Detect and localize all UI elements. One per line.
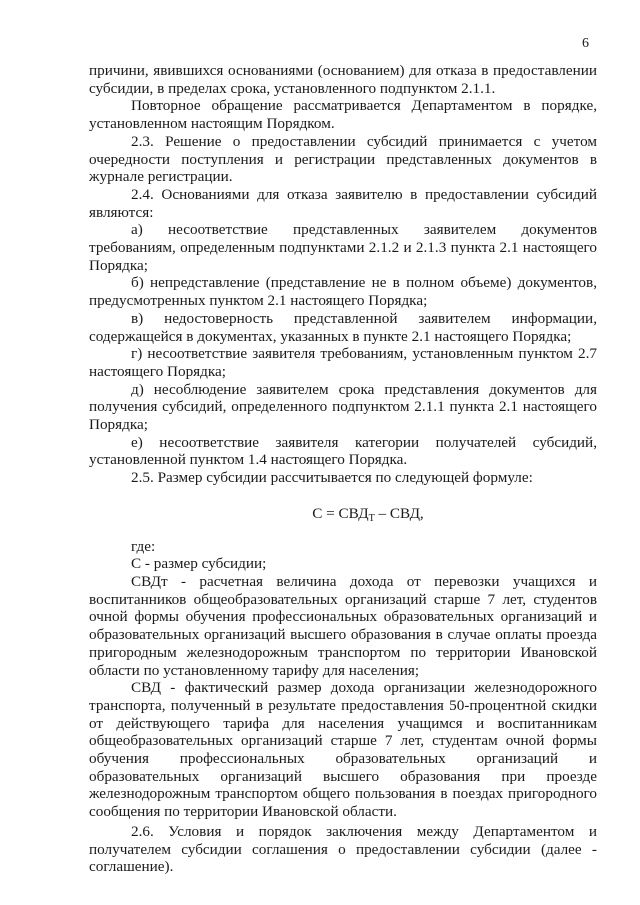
list-item: б) непредставление (представление не в полном объеме) документов, предусмотренных пунктом 2.1 настоящего Порядка; — [89, 274, 597, 310]
formula-rhs: – СВД, — [374, 504, 424, 522]
formula-lhs: С = СВД — [312, 504, 369, 522]
paragraph: причини, явившихся основаниями (основанием) для отказа в предоставлении субсидии, в пределах срока, установленного подпунктом 2.1.1. — [89, 62, 597, 97]
list-item: в) недостоверность представленной заявителем информации, содержащейся в документах, указанных в пункте 2.1 настоящего Порядка; — [89, 309, 597, 345]
formula-subscript: Т — [368, 512, 375, 524]
list-item: г) несоответствие заявителя требованиям, установленным пунктом 2.7 настоящего Порядка; — [89, 345, 597, 380]
paragraph: 2.3. Решение о предоставлении субсидий принимается с учетом очередности поступления и регистрации представленных документов в журнале регистрации. — [89, 132, 597, 186]
document-body — [89, 62, 597, 876]
paragraph: Повторное обращение рассматривается Департаментом в порядке, установленном настоящим Порядком. — [89, 97, 597, 133]
where-label: где: — [131, 537, 156, 555]
list-item: д) несоблюдение заявителем срока представления документов для получения субсидий, определенного подпунктом 2.1.1 пункта 2.1 настоящего Порядка; — [89, 380, 597, 434]
paragraph: 2.5. Размер субсидии рассчитывается по следующей формуле: — [131, 469, 533, 487]
paragraph: 2.4. Основаниями для отказа заявителю в предоставлении субсидий являются: — [89, 185, 597, 221]
formula — [89, 505, 597, 528]
list-item: е) несоответствие заявителя категории получателей субсидий, установленной пунктом 1.4 настоящего Порядка. — [89, 433, 597, 469]
definition: СВД - фактический размер дохода организации железнодорожного транспорта, полученный в результате предоставления 50-процентной скидки от действующего тарифа для населения учащимся и воспитанникам общеобразовательных организаций старше 7 лет, студентам очной формы обучения профессиональных образовательных организаций и образовательных организаций высшего образования при проезде железнодорожным транспортом общего пользования в поездах пригородного сообщения по территории Ивановской области. — [89, 679, 597, 821]
paragraph: 2.6. Условия и порядок заключения между Департаментом и получателем субсидии соглашения о предоставлении субсидии (далее - соглашение). — [89, 822, 597, 876]
list-item: а) несоответствие представленных заявителем документов требованиям, определенным подпунктами 2.1.2 и 2.1.3 пункта 2.1 настоящего Порядка; — [89, 221, 597, 274]
definition: СВДт - расчетная величина дохода от перевозки учащихся и воспитанников общеобразовательных организаций старше 7 лет, студентов очной формы обучения профессиональных образовательных организаций и образовательных организаций высшего образования в случае оплаты проезда пригородным железнодорожным транспортом по территории Ивановской области по установленному тарифу для населения; — [89, 572, 597, 679]
page-number: 6 — [582, 36, 589, 51]
definition: С - размер субсидии; — [131, 555, 267, 573]
